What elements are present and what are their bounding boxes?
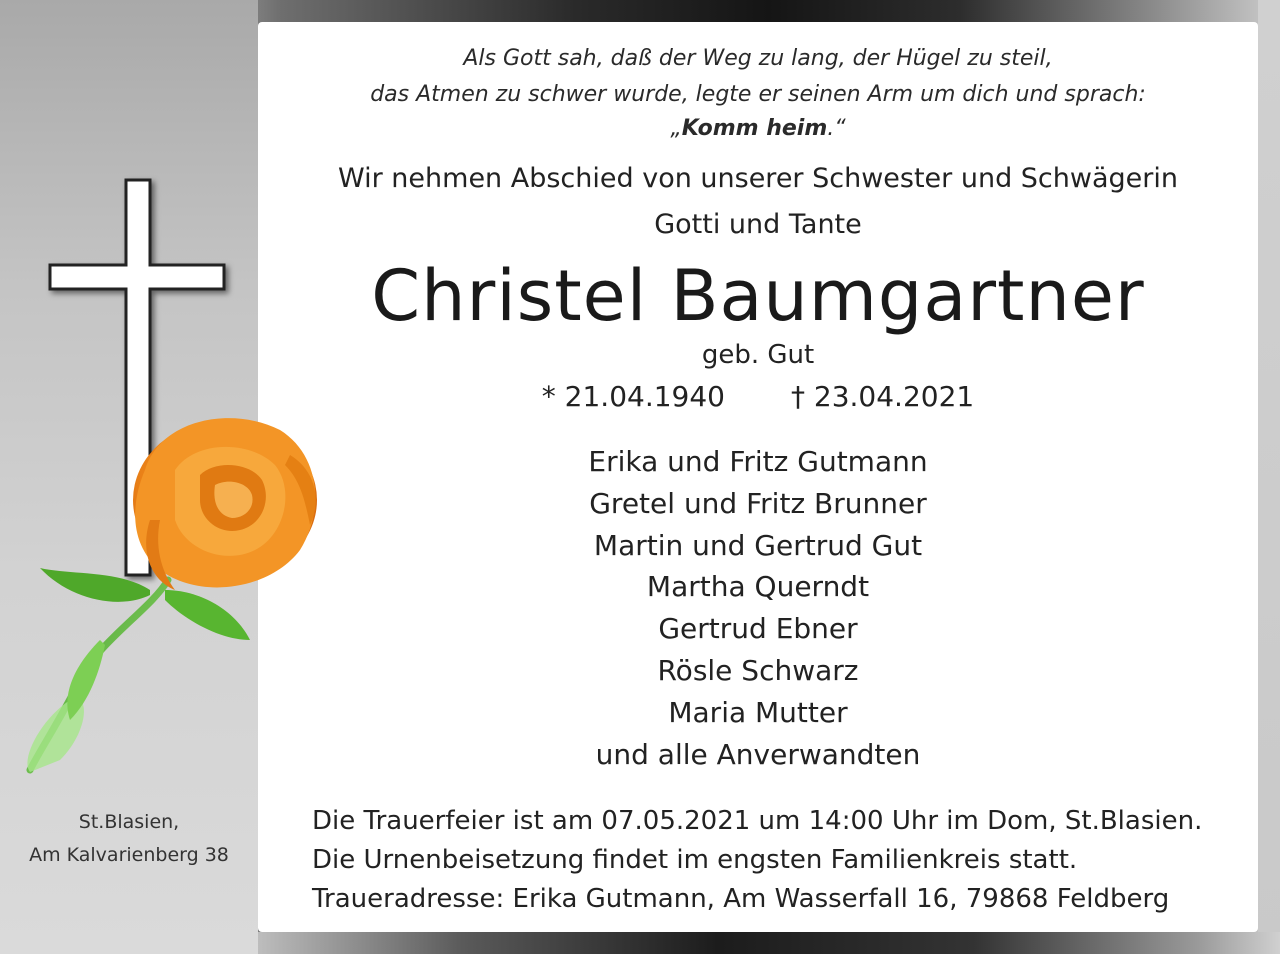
mourning-address-line: Traueradresse: Erika Gutmann, Am Wasserfall 16, 79868 Feldberg — [312, 884, 1170, 914]
death-date: † 23.04.2021 — [791, 380, 975, 413]
bottom-border — [258, 932, 1280, 954]
mourner-item: Erika und Fritz Gutmann — [588, 445, 928, 478]
birth-date: * 21.04.1940 — [541, 380, 725, 413]
mourner-item: Martin und Gertrud Gut — [593, 528, 923, 562]
residence-city: St.Blasien, — [78, 811, 180, 833]
urn-burial-line: Die Urnenbeisetzung findet im engsten Familienkreis statt. — [312, 845, 1078, 875]
mourner-item: Maria Mutter — [668, 695, 848, 729]
right-border — [1258, 0, 1280, 954]
quote-emphasis: Komm heim — [681, 116, 828, 141]
quote-line-3: „Komm heim.“ — [670, 116, 846, 141]
quote-line-2: das Atmen zu schwer wurde, legte er seinen Arm um dich und sprach: — [370, 82, 1146, 107]
service-info — [312, 802, 1252, 919]
maiden-name: geb. Gut — [701, 340, 815, 370]
deceased-name: Christel Baumgartner — [371, 255, 1145, 337]
funeral-service-line: Die Trauerfeier ist am 07.05.2021 um 14:00 Uhr im Dom, St.Blasien. — [312, 806, 1203, 836]
life-dates — [258, 380, 1258, 413]
mourner-item: Rösle Schwarz — [657, 653, 859, 687]
mourner-item: Gretel und Fritz Brunner — [589, 486, 927, 520]
quote-line-1: Als Gott sah, daß der Weg zu lang, der Hügel zu steil, — [463, 46, 1053, 71]
mourner-item: Martha Querndt — [646, 570, 870, 604]
mourner-item: Gertrud Ebner — [658, 612, 858, 646]
intro-line-1: Wir nehmen Abschied von unserer Schwester und Schwägerin — [338, 163, 1178, 194]
mourner-item: und alle Anverwandten — [595, 737, 921, 771]
residence-address — [0, 806, 258, 872]
intro-line-2: Gotti und Tante — [654, 209, 862, 240]
residence-street: Am Kalvarienberg 38 — [29, 844, 229, 866]
mourners-list — [258, 441, 1258, 775]
